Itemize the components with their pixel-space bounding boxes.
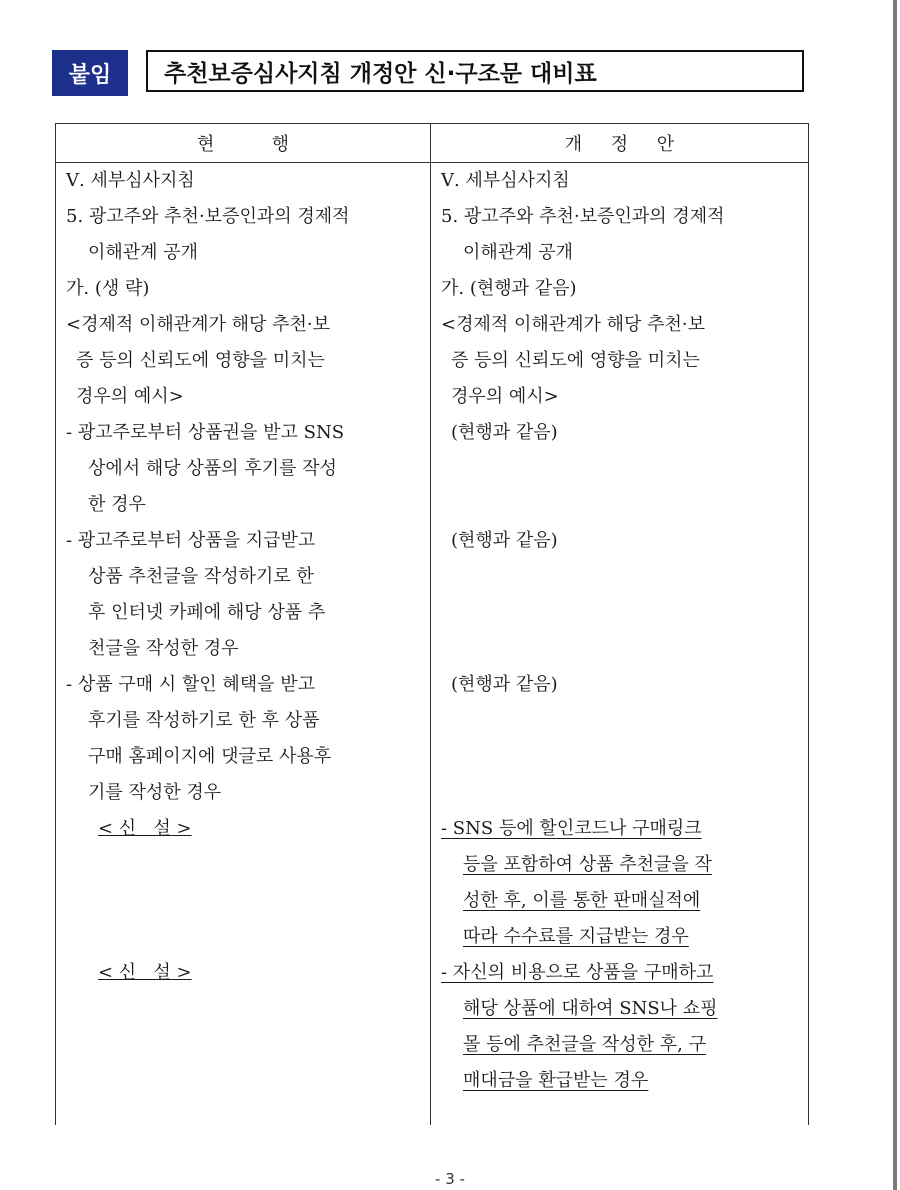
amend-section-heading: Ⅴ. 세부심사지침: [441, 170, 570, 191]
current-section-heading: Ⅴ. 세부심사지침: [66, 170, 195, 191]
amend-same-case1: (현행과 같음): [451, 422, 558, 443]
current-example-line1: <경제적 이해관계가 해당 추천·보: [66, 314, 331, 335]
current-case3-line1: - 상품 구매 시 할인 혜택을 받고: [66, 674, 316, 695]
amend-new2-line1: - 자신의 비용으로 상품을 구매하고: [441, 962, 714, 983]
current-case2-line1: - 광고주로부터 상품을 지급받고: [66, 530, 316, 551]
document-title: 추천보증심사지침 개정안 신·구조문 대비표: [146, 50, 804, 92]
current-example-line2: 증 등의 신뢰도에 영향을 미치는: [76, 350, 325, 371]
amend-item-ga: 가. (현행과 같음): [441, 278, 577, 299]
amend-new2-line2: 해당 상품에 대하여 SNS나 쇼핑: [463, 998, 718, 1019]
comparison-table: [55, 123, 808, 1125]
current-item-ga: 가. (생 략): [66, 278, 150, 299]
amend-new1-line1: - SNS 등에 할인코드나 구매링크: [441, 818, 702, 839]
current-case2-line3: 후 인터넷 카페에 해당 상품 추: [88, 602, 326, 623]
amend-new1-line4: 따라 수수료를 지급받는 경우: [463, 926, 689, 947]
amend-example-line2: 증 등의 신뢰도에 영향을 미치는: [451, 350, 700, 371]
current-case3-line3: 구매 홈페이지에 댓글로 사용후: [88, 746, 332, 767]
amend-new1-line2: 등을 포함하여 상품 추천글을 작: [463, 854, 712, 875]
amend-same-case3: (현행과 같음): [451, 674, 558, 695]
current-case1-line3: 한 경우: [88, 494, 146, 515]
current-case3-line2: 후기를 작성하기로 한 후 상품: [88, 710, 320, 731]
page-edge-rule: [893, 0, 897, 1190]
current-column: [56, 163, 431, 1126]
amend-same-case2: (현행과 같음): [451, 530, 558, 551]
current-item5-line1: 5. 광고주와 추천·보증인과의 경제적: [66, 206, 350, 227]
amend-new2-line3: 몰 등에 추천글을 작성한 후, 구: [463, 1034, 706, 1055]
current-example-line3: 경우의 예시>: [76, 386, 184, 407]
attachment-badge: 붙임: [52, 50, 128, 96]
current-case3-line4: 기를 작성한 경우: [88, 782, 222, 803]
amend-example-line1: <경제적 이해관계가 해당 추천·보: [441, 314, 706, 335]
amend-example-line3: 경우의 예시>: [451, 386, 559, 407]
current-item5-line2: 이해관계 공개: [88, 242, 199, 263]
page-number: - 3 -: [435, 1170, 465, 1188]
amend-new1-line3: 성한 후, 이를 통한 판매실적에: [463, 890, 701, 911]
current-case2-line4: 천글을 작성한 경우: [88, 638, 239, 659]
header-amendment: 개 정 안: [431, 124, 809, 163]
amend-new2-line4: 매대금을 환급받는 경우: [463, 1070, 649, 1091]
current-new-placeholder-1: < 신 설 >: [98, 818, 192, 839]
amendment-column: [431, 163, 809, 1126]
amend-item5-line1: 5. 광고주와 추천·보증인과의 경제적: [441, 206, 725, 227]
amend-item5-line2: 이해관계 공개: [463, 242, 574, 263]
current-case1-line2: 상에서 해당 상품의 후기를 작성: [88, 458, 337, 479]
current-new-placeholder-2: < 신 설 >: [98, 962, 192, 983]
current-case1-line1: - 광고주로부터 상품권을 받고 SNS: [66, 422, 345, 443]
current-case2-line2: 상품 추천글을 작성하기로 한: [88, 566, 314, 587]
header-current: 현 행: [56, 124, 431, 163]
